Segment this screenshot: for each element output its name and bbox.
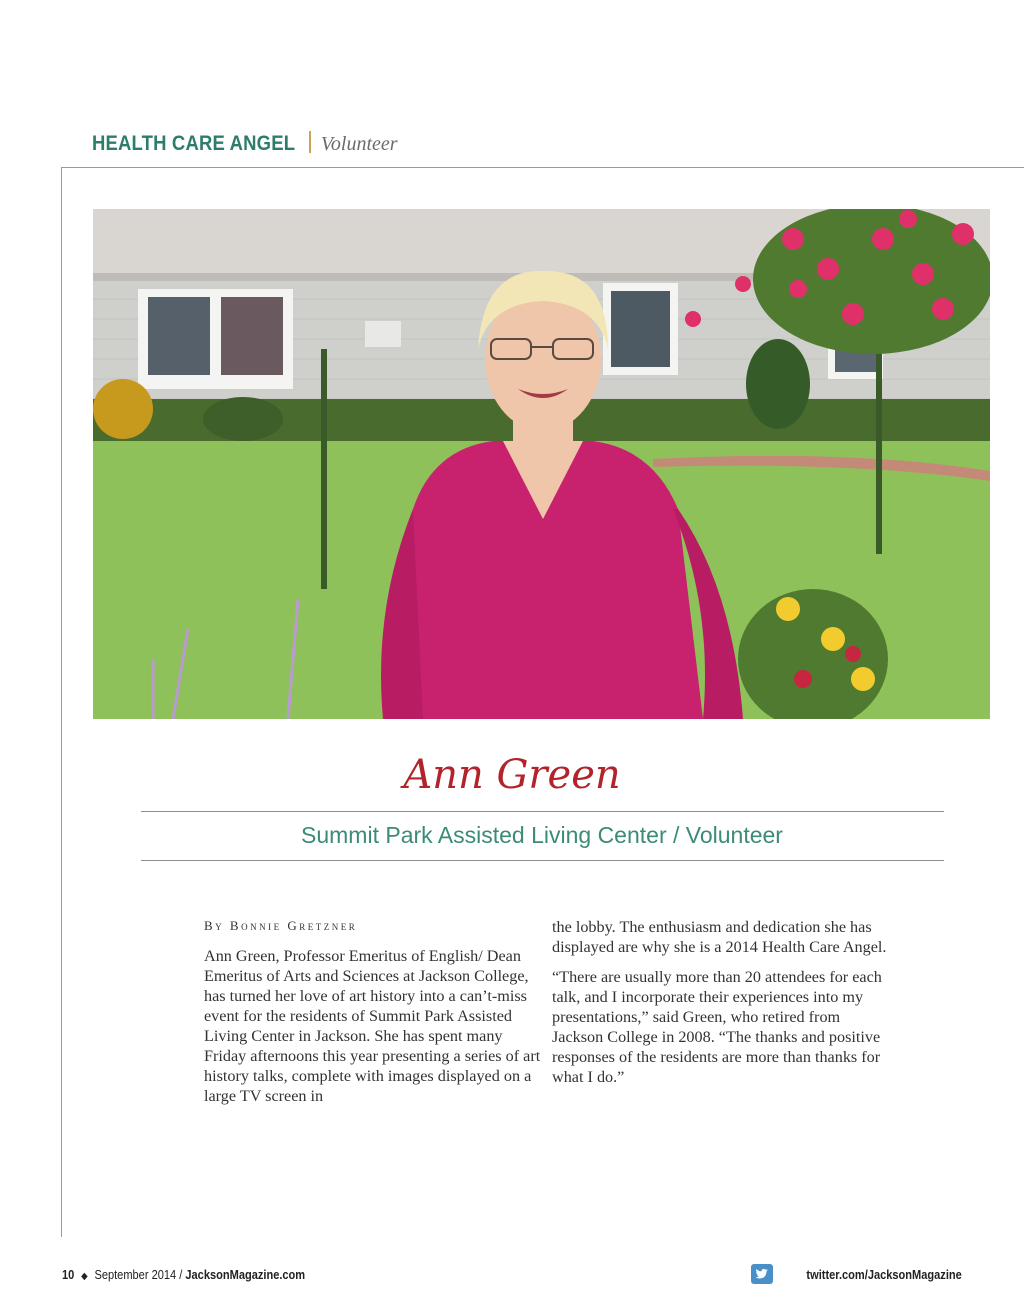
twitter-handle: twitter.com/JacksonMagazine [806, 1266, 962, 1282]
section-header [92, 128, 398, 156]
article-paragraph: the lobby. The enthusiasm and dedication she has displayed are why she is a 2014 Health Care Angel. [552, 918, 887, 956]
portrait-photo-illustration [93, 209, 990, 719]
footer-left [62, 1267, 305, 1282]
article-organization: Summit Park Assisted Living Center / Volunteer [301, 822, 783, 848]
byline: By Bonnie Gretzner [204, 918, 358, 933]
section-subtitle: Volunteer [320, 133, 398, 155]
issue-date: September 2014 / [94, 1267, 183, 1282]
article-column-right [552, 917, 892, 1097]
twitter-bird-icon [751, 1264, 773, 1284]
article-name-heading: Ann Green [403, 752, 621, 798]
section-divider [309, 131, 311, 153]
site-link[interactable]: JacksonMagazine.com [185, 1267, 306, 1282]
diamond-icon: ◆ [81, 1271, 88, 1282]
article-paragraph: Ann Green, Professor Emeritus of English/ Dean Emeritus of Arts and Sciences at Jackson College, has turned her love of art history into a can’t-miss event for the residents of Summit Park Assisted Living Center in Jackson. She has spent many Friday afternoons this year presenting a series of art history talks, complete with images displayed on a large TV screen in [204, 947, 541, 1105]
portrait-photo [93, 209, 990, 719]
divider-rule [141, 860, 944, 861]
footer-right[interactable] [751, 1264, 962, 1284]
frame-top-rule [61, 167, 1024, 168]
section-title: HEALTH CARE ANGEL [92, 132, 296, 155]
article-column-left [204, 946, 544, 1116]
page-number: 10 [62, 1267, 75, 1282]
frame-left-rule [61, 167, 62, 1237]
divider-rule [141, 811, 944, 812]
article-paragraph: “There are usually more than 20 attendees for each talk, and I incorporate their experiences into my presentations,” said Green, who retired from Jackson College in 2008. “The thanks and positive responses of the residents are more than thanks for what I do.” [552, 968, 882, 1086]
